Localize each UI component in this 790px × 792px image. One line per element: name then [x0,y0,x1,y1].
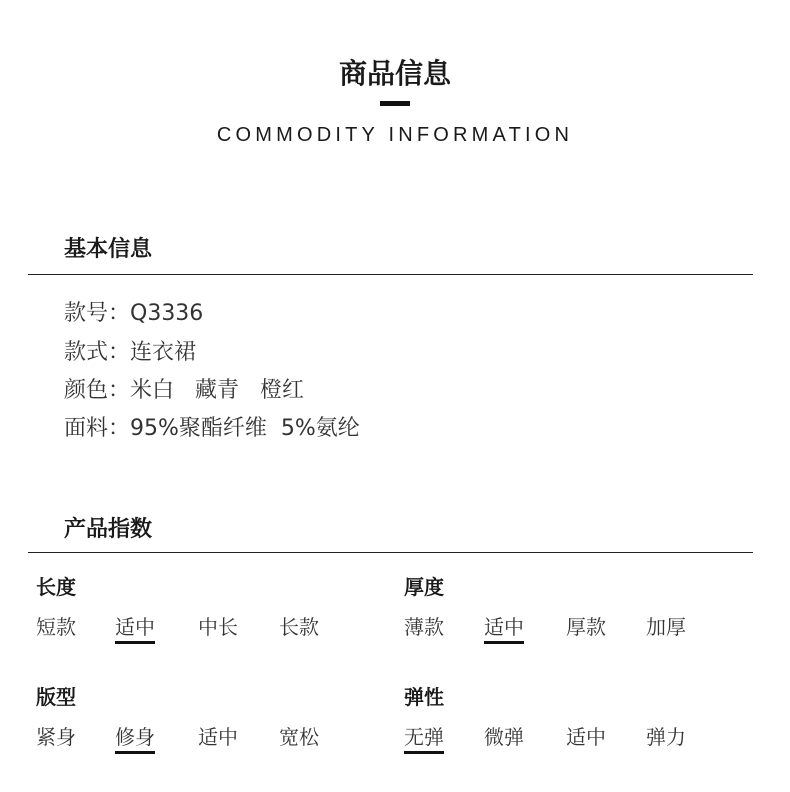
thickness-label: 厚度 [404,575,444,599]
thickness-option-thin: 薄款 [404,615,444,639]
elasticity-label: 弹性 [404,685,444,709]
length-option-medium-selected: 适中 [115,611,155,644]
title-underline-bar [380,101,410,106]
page-subtitle: COMMODITY INFORMATION [216,124,574,146]
product-index-divider [28,552,753,553]
length-option-short: 短款 [36,615,76,639]
elasticity-option-slight: 微弹 [484,725,524,749]
fit-option-tight: 紧身 [36,725,76,749]
fabric-line: 面料：95%聚酯纤维 5%氨纶 [64,416,360,441]
fit-option-slim-selected: 修身 [115,721,155,754]
length-label: 长度 [36,575,76,599]
page-title: 商品信息 [338,57,451,90]
thickness-option-medium-selected: 适中 [484,611,524,644]
length-option-mid-long: 中长 [198,615,238,639]
style-type-line: 款式：连衣裙 [64,340,197,365]
fit-label: 版型 [36,685,76,709]
thickness-option-extra-thick: 加厚 [646,615,686,639]
length-option-long: 长款 [279,615,319,639]
basic-info-title: 基本信息 [64,237,153,262]
fit-option-loose: 宽松 [279,725,319,749]
elasticity-option-none-selected: 无弹 [404,721,444,754]
elasticity-option-stretch: 弹力 [646,725,686,749]
fit-option-regular: 适中 [198,725,238,749]
style-number-line: 款号：Q3336 [64,301,204,326]
basic-info-divider [28,274,753,275]
elasticity-option-medium: 适中 [566,725,606,749]
thickness-option-thick: 厚款 [566,615,606,639]
color-line: 颜色：米白 藏青 橙红 [64,378,304,403]
product-index-title: 产品指数 [64,517,153,542]
